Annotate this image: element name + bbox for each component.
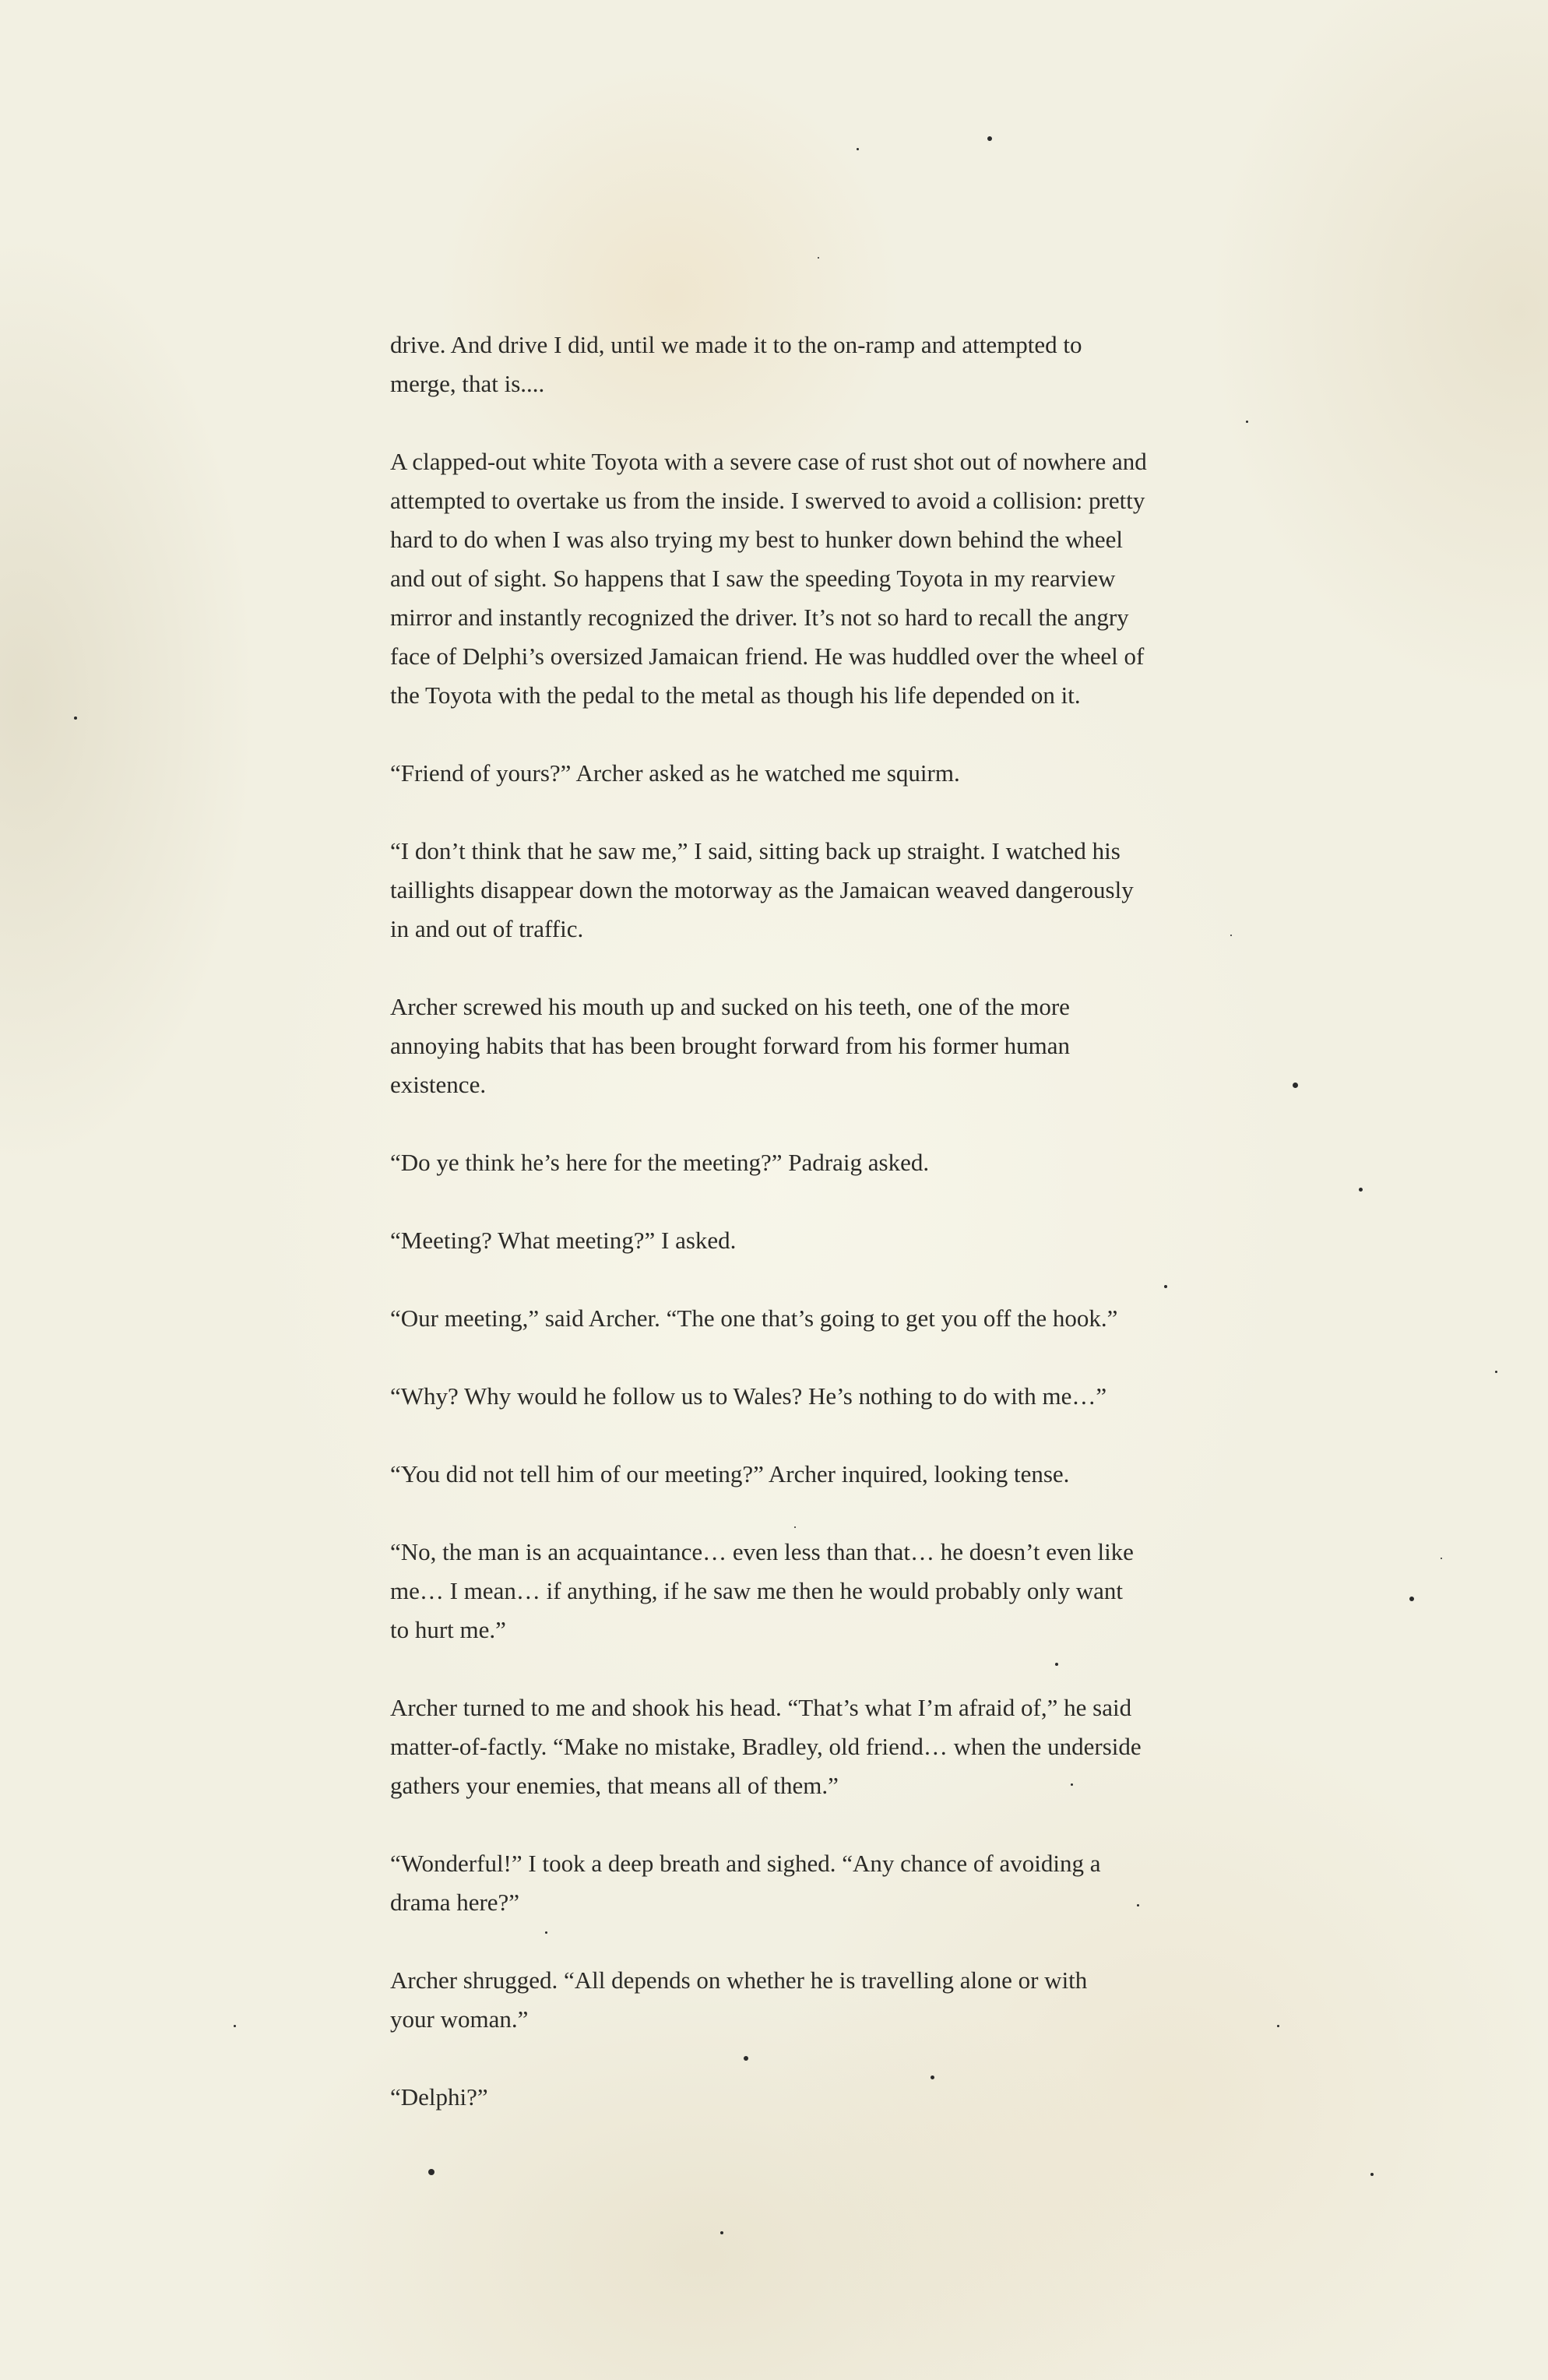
text-line: annoying habits that has been brought forward from his former human bbox=[390, 1032, 1070, 1059]
paragraph bbox=[390, 988, 1247, 1104]
paper-speck bbox=[1409, 1597, 1414, 1601]
paper-speck bbox=[857, 148, 859, 150]
paragraph bbox=[390, 2078, 1247, 2117]
paper-speck bbox=[818, 257, 819, 259]
text-line: and out of sight. So happens that I saw the speeding Toyota in my rearview bbox=[390, 565, 1116, 592]
text-line: “Wonderful!” I took a deep breath and sighed. “Any chance of avoiding a bbox=[390, 1850, 1101, 1877]
paper-speck bbox=[234, 2025, 236, 2027]
paragraph bbox=[390, 1299, 1247, 1338]
paragraph bbox=[390, 832, 1247, 949]
text-line: “Delphi?” bbox=[390, 2083, 488, 2111]
paragraph bbox=[390, 754, 1247, 793]
text-line: “Our meeting,” said Archer. “The one that’s going to get you off the hook.” bbox=[390, 1304, 1118, 1332]
text-line: existence. bbox=[390, 1071, 487, 1098]
paper-speck bbox=[1293, 1083, 1298, 1088]
paragraph bbox=[390, 1143, 1247, 1182]
paper-speck bbox=[987, 136, 992, 141]
text-line: “Meeting? What meeting?” I asked. bbox=[390, 1227, 737, 1254]
paper-speck bbox=[1495, 1371, 1497, 1373]
text-line: drive. And drive I did, until we made it to the on-ramp and attempted to bbox=[390, 331, 1082, 358]
paper-speck bbox=[720, 2231, 723, 2234]
text-line: “Do ye think he’s here for the meeting?” Padraig asked. bbox=[390, 1149, 930, 1176]
text-line: the Toyota with the pedal to the metal as though his life depended on it. bbox=[390, 681, 1081, 709]
text-line: hard to do when I was also trying my best to hunker down behind the wheel bbox=[390, 526, 1124, 553]
text-line: Archer screwed his mouth up and sucked on his teeth, one of the more bbox=[390, 993, 1070, 1020]
text-line: Archer shrugged. “All depends on whether he is travelling alone or with bbox=[390, 1966, 1088, 1994]
paragraph bbox=[390, 1961, 1247, 2039]
text-line: gathers your enemies, that means all of them.” bbox=[390, 1772, 839, 1799]
paper-speck bbox=[1441, 1558, 1442, 1559]
book-page-text bbox=[390, 326, 1247, 2117]
text-line: attempted to overtake us from the inside. I swerved to avoid a collision: pretty bbox=[390, 487, 1145, 514]
text-line: “No, the man is an acquaintance… even less than that… he doesn’t even like bbox=[390, 1538, 1134, 1565]
paper-speck bbox=[1370, 2173, 1374, 2176]
text-line: A clapped-out white Toyota with a severe case of rust shot out of nowhere and bbox=[390, 448, 1147, 475]
text-line: face of Delphi’s oversized Jamaican friend. He was huddled over the wheel of bbox=[390, 643, 1145, 670]
paper-speck bbox=[1359, 1188, 1363, 1192]
paragraph bbox=[390, 1455, 1247, 1494]
paper-speck bbox=[428, 2169, 434, 2175]
text-line: taillights disappear down the motorway as the Jamaican weaved dangerously bbox=[390, 876, 1134, 903]
text-line: “You did not tell him of our meeting?” Archer inquired, looking tense. bbox=[390, 1460, 1070, 1488]
text-line: me… I mean… if anything, if he saw me then he would probably only want bbox=[390, 1577, 1123, 1604]
paper-speck bbox=[1277, 2025, 1279, 2027]
paragraph bbox=[390, 326, 1247, 403]
text-line: Archer turned to me and shook his head. “That’s what I’m afraid of,” he said bbox=[390, 1694, 1132, 1721]
text-line: “Friend of yours?” Archer asked as he watched me squirm. bbox=[390, 759, 960, 787]
paragraph bbox=[390, 442, 1247, 715]
text-line: “Why? Why would he follow us to Wales? He’s nothing to do with me…” bbox=[390, 1382, 1107, 1410]
text-line: drama here?” bbox=[390, 1889, 520, 1916]
text-line: in and out of traffic. bbox=[390, 915, 584, 942]
paragraph bbox=[390, 1533, 1247, 1649]
paper-speck bbox=[74, 716, 77, 720]
text-line: mirror and instantly recognized the driver. It’s not so hard to recall the angry bbox=[390, 604, 1129, 631]
text-line: matter-of-factly. “Make no mistake, Bradley, old friend… when the underside bbox=[390, 1733, 1142, 1760]
paragraph bbox=[390, 1688, 1247, 1805]
text-line: your woman.” bbox=[390, 2005, 529, 2033]
text-line: to hurt me.” bbox=[390, 1616, 506, 1643]
text-line: merge, that is.... bbox=[390, 370, 545, 397]
paragraph bbox=[390, 1844, 1247, 1922]
paragraph bbox=[390, 1377, 1247, 1416]
text-line: “I don’t think that he saw me,” I said, sitting back up straight. I watched his bbox=[390, 837, 1121, 864]
paragraph bbox=[390, 1221, 1247, 1260]
